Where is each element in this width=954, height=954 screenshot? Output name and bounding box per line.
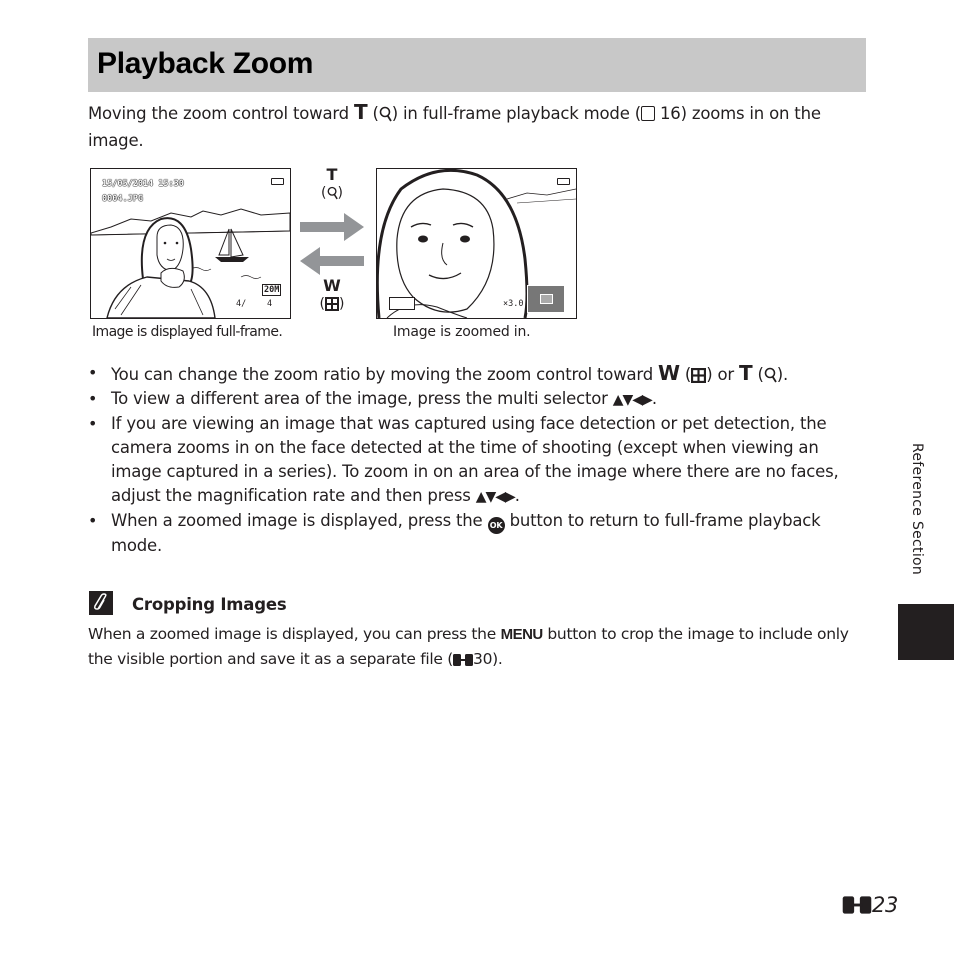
reference-section-icon [453,653,473,667]
bullet-text: ) or [706,365,739,384]
magnify-icon [327,186,338,200]
bullet-text: ( [752,365,764,384]
page-title: Playback Zoom [97,47,314,80]
wide-thumbnail-glyph: ( ) [319,296,345,312]
reference-section-icon [842,895,872,915]
bullet-text: You can change the zoom ratio by moving the zoom control toward [111,365,659,384]
intro-text: ) zooms in on the image. [88,104,821,150]
datetime-readout: 15/05/2014 15:30 [102,179,184,189]
tele-control-label [312,165,352,203]
bullet-text: ( [679,365,692,384]
page-number [842,893,898,917]
list-item [88,509,868,558]
intro-text: Moving the zoom control toward [88,104,354,123]
magnify-icon [764,367,777,383]
side-tab-marker [898,604,954,660]
face-zoom-icon [389,297,415,310]
bullet-dot: • [88,414,98,433]
arrow-right-icon [300,213,364,241]
page-number-value: 23 [872,893,899,917]
note-ref: 30 [473,650,493,668]
note-text: button to crop the image to include only the visible portion and save it as a separate file ( [88,625,849,668]
arrow-left-icon [300,247,364,275]
intro-text: ( [367,104,379,123]
bullet-text: ). [776,365,789,384]
zoomed-caption: Image is zoomed in. [393,324,531,340]
multi-selector-arrows-icon: ▲▼◀▶ [475,489,515,505]
ok-button-icon: OK [488,517,505,534]
multi-selector-arrows-icon: ▲▼◀▶ [612,392,652,408]
frame-counter-left: 4/ [236,299,247,309]
side-tab-label: Reference Section [909,443,925,576]
note-title: Cropping Images [132,595,287,614]
intro-text: ) in full-frame playback mode ( [391,104,641,123]
thumbnail-icon [691,368,706,383]
bullet-text: To view a different area of the image, press the multi selector [111,389,613,408]
page-ref: 16 [654,104,681,123]
intro-paragraph [88,99,868,154]
tele-letter: T [739,361,753,385]
filename-readout: 0004.JPG [102,194,143,204]
battery-icon [557,178,570,185]
full-frame-caption: Image is displayed full-frame. [92,324,283,340]
paperclip-icon [89,591,113,615]
title-bar [88,38,866,92]
note-text: When a zoomed image is displayed, you can press the [88,625,501,643]
battery-icon [271,178,284,185]
note-icon [89,591,113,615]
book-icon [641,106,655,121]
bullet-dot: • [88,363,98,382]
full-frame-screen [90,168,291,319]
bullet-list [88,361,868,558]
zoomed-screen [376,168,577,319]
wide-letter: W [658,361,680,385]
zoom-figure [88,165,588,350]
note-text: ). [492,650,503,668]
menu-button-label: MENU [500,626,543,643]
wide-control-label [312,276,352,314]
bullet-text: If you are viewing an image that was captured using face detection or pet detection, the camera zooms in on the face detected at the time of shooting (except when viewing an image captured in a series). To zoom in on an area of the image where there are no faces, adjust the magnification rate and then press [111,414,839,505]
zoom-position-marker [540,294,553,304]
bullet-text: . [514,486,520,505]
tele-letter: T [326,165,338,184]
tele-letter: T [353,100,368,124]
frame-counter-right: 4 [267,299,273,309]
list-item [88,387,868,412]
bullet-dot: • [88,511,98,530]
tele-magnify-glyph: ( ) [321,185,343,201]
wide-letter: W [323,276,341,295]
note-body [88,622,868,671]
full-frame-photo [91,169,290,318]
bullet-text: button to return to full-frame playback mode. [111,511,821,555]
magnify-icon [379,106,392,122]
bullet-text: . [651,389,657,408]
list-item [88,412,868,509]
zoom-ratio-readout: ×3.0 [503,299,524,309]
bullet-text: When a zoomed image is displayed, press the [111,511,488,530]
image-mode-badge: 20M [264,285,280,295]
list-item [88,361,868,387]
zoom-position-guide [527,285,565,313]
thumbnail-icon [325,297,339,311]
bullet-dot: • [88,389,98,408]
